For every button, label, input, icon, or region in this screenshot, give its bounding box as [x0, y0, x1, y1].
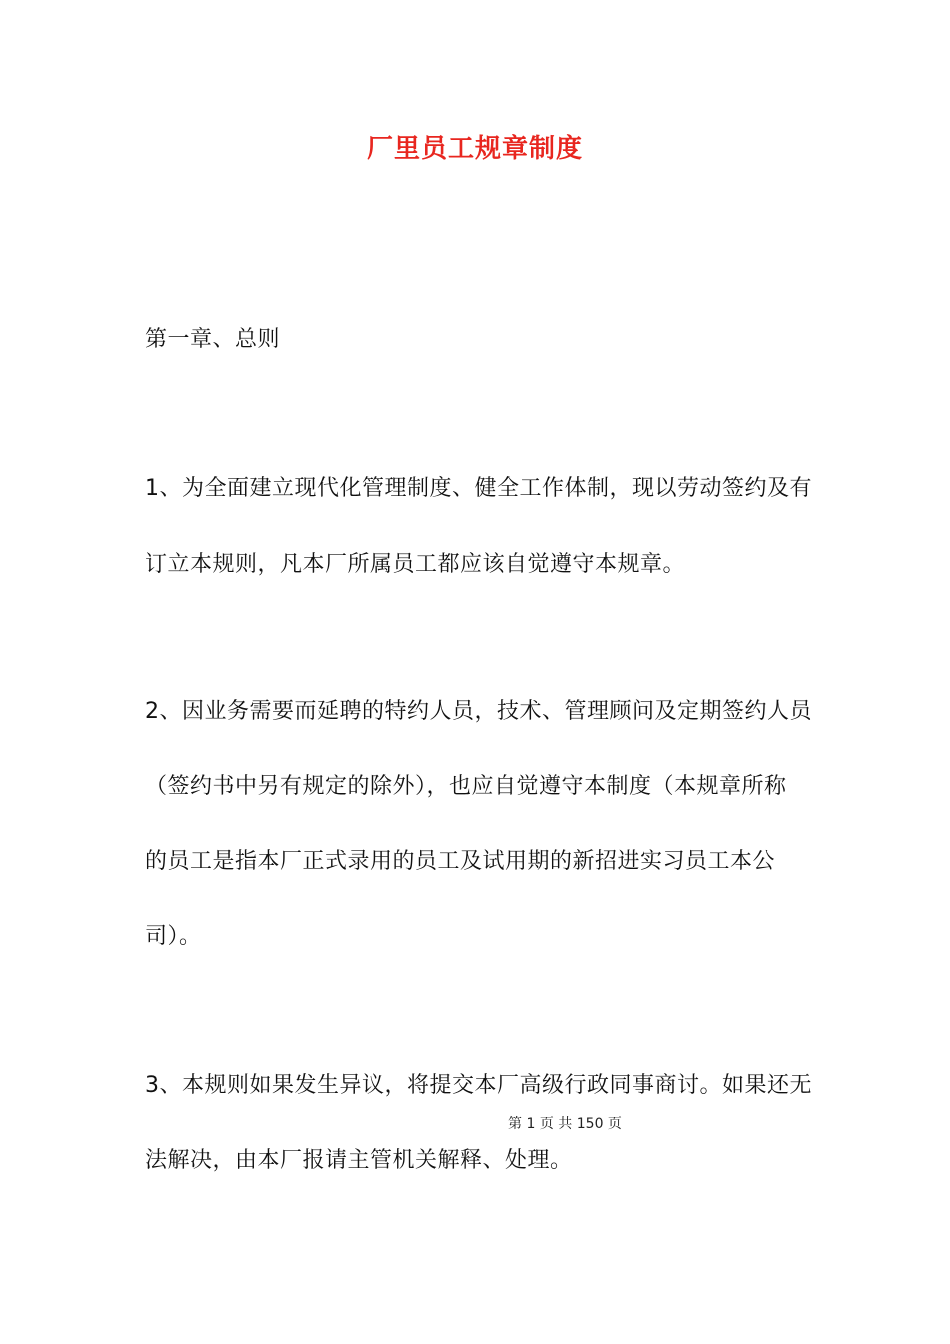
- paragraph-line: 2、因业务需要而延聘的特约人员，技术、管理顾问及定期签约人员: [145, 699, 812, 724]
- paragraph-line: 司）。: [145, 924, 202, 949]
- paragraph-line: （签约书中另有规定的除外），也应自觉遵守本制度（本规章所称: [145, 774, 787, 799]
- paragraph-line: 的员工是指本厂正式录用的员工及试用期的新招进实习员工本公: [145, 849, 776, 874]
- page-footer: 第 1 页 共 150 页: [508, 1116, 622, 1132]
- document-title: 厂里员工规章制度: [366, 134, 583, 164]
- paragraph-line: 3、本规则如果发生异议，将提交本厂高级行政同事商讨。如果还无: [145, 1073, 812, 1098]
- paragraph-line: 订立本规则，凡本厂所属员工都应该自觉遵守本规章。: [145, 552, 686, 577]
- paragraph-line: 法解决，由本厂报请主管机关解释、处理。: [145, 1148, 573, 1173]
- chapter-heading: 第一章、总则: [145, 327, 281, 352]
- paragraph-line: 1、为全面建立现代化管理制度、健全工作体制，现以劳动签约及有: [145, 476, 812, 501]
